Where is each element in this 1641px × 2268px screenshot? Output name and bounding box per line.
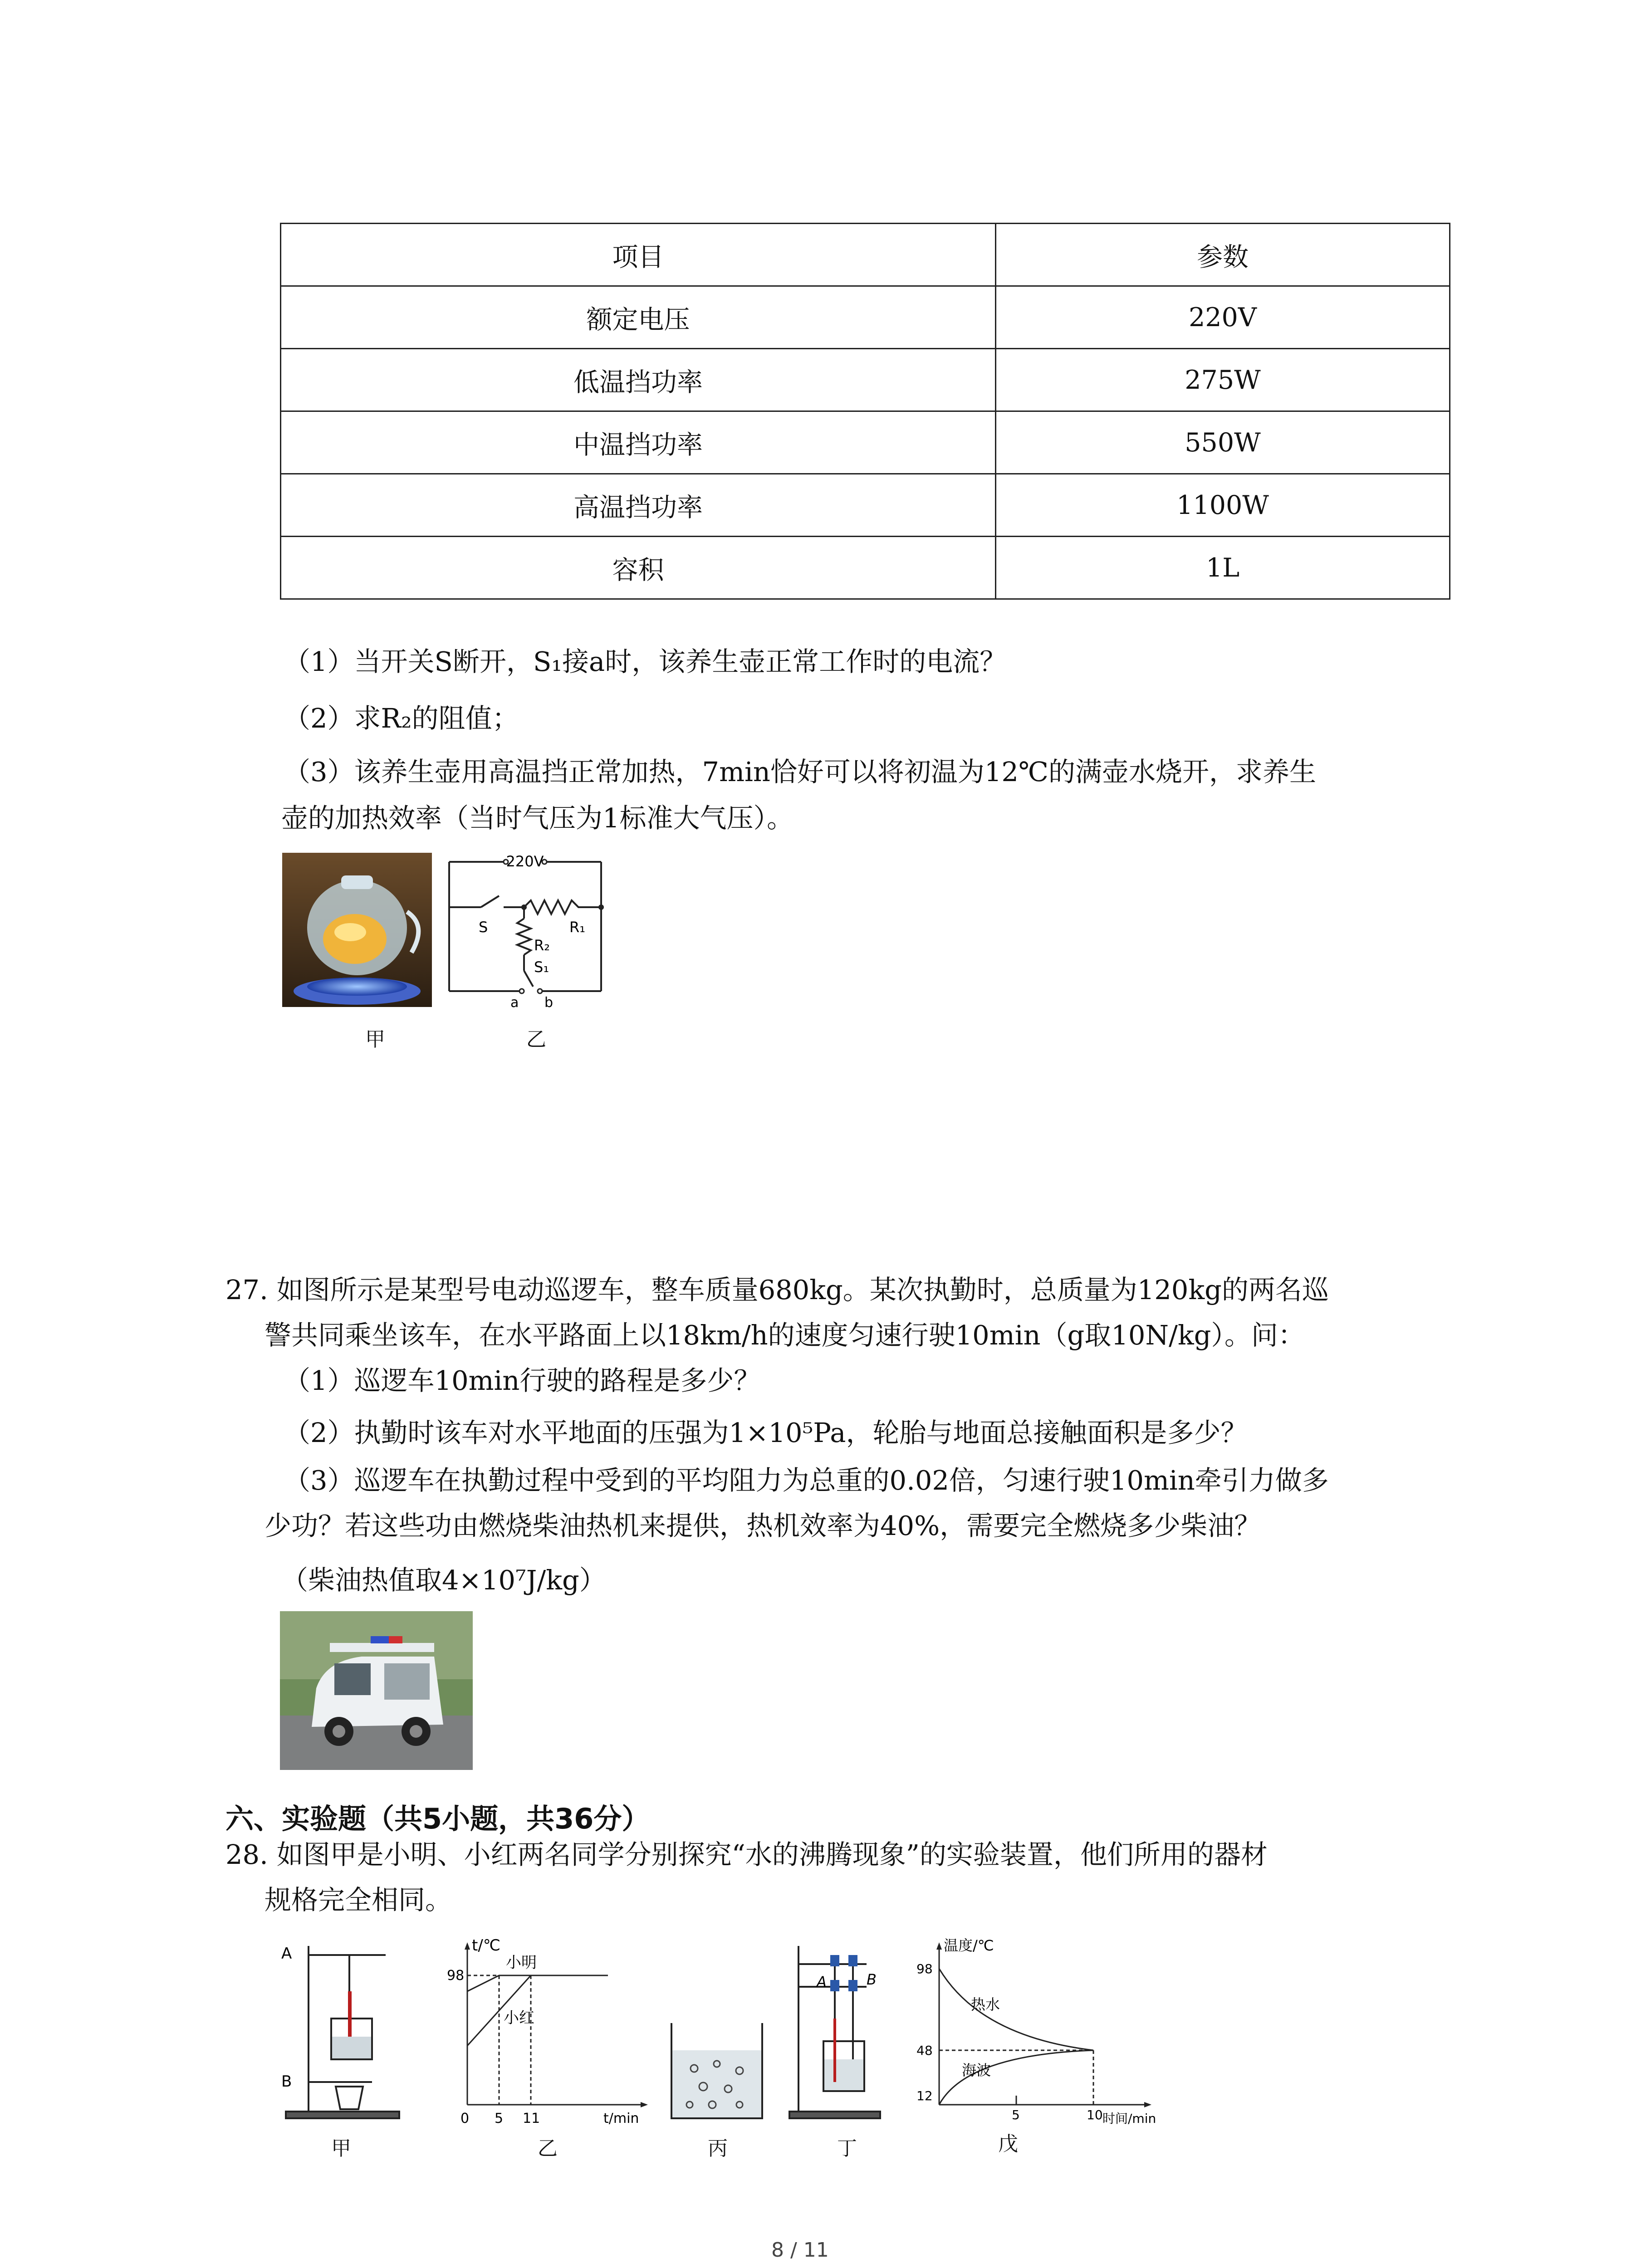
beaker-bing: [662, 2014, 771, 2127]
graph-wu-x10: 10: [1087, 2107, 1103, 2122]
table-cell: 高温挡功率: [281, 474, 996, 537]
table-header-row: [281, 224, 1450, 286]
graph-wu-y48: 48: [916, 2043, 933, 2058]
page-number: 8 / 11: [771, 2239, 829, 2262]
graph-yi-xiaohong: 小红: [504, 2009, 534, 2027]
temperature-graph-yi: [436, 1932, 653, 2132]
graph-wu-xlabel: 时间/min: [1102, 2111, 1156, 2126]
table-cell: 1L: [996, 537, 1450, 599]
graph-wu-hot-water: 热水: [971, 1996, 1000, 2013]
graph-yi-xlabel: t/min: [603, 2111, 639, 2126]
label-ding-B: B: [867, 1971, 877, 1988]
figure-label-jia: 甲: [365, 1028, 385, 1051]
graph-wu-y12: 12: [916, 2088, 933, 2103]
label-B: B: [281, 2072, 292, 2091]
figure-label-bing: 丙: [708, 2137, 728, 2160]
table-cell: 低温挡功率: [281, 349, 996, 411]
circuit-a-label: a: [510, 995, 519, 1011]
q27-subquestion-1: （1）巡逻车10min行驶的路程是多少？: [284, 1365, 761, 1396]
section-heading: 六、实验题（共5小题，共36分）: [225, 1802, 650, 1835]
graph-yi-xiaoming: 小明: [506, 1954, 537, 1972]
label-ding-A: A: [817, 1973, 827, 1990]
q28-stem-line-1: 28. 如图甲是小明、小红两名同学分别探究“水的沸腾现象”的实验装置，他们所用的器材: [225, 1839, 1268, 1870]
graph-wu-ylabel: 温度/℃: [944, 1937, 994, 1954]
figure-label-jia-28: 甲: [331, 2137, 351, 2160]
temperature-graph-wu: [912, 1932, 1175, 2132]
graph-yi-x0: 0: [460, 2111, 470, 2126]
table-cell: 额定电压: [281, 286, 996, 349]
q27-stem-line-1: 27. 如图所示是某型号电动巡逻车，整车质量680kg。某次执勤时，总质量为120kg的两名巡: [225, 1274, 1329, 1305]
figure-label-yi-28: 乙: [538, 2137, 558, 2160]
q27-subquestion-3: （3）巡逻车在执勤过程中受到的平均阻力为总重的0.02倍，匀速行驶10min牵引力做多: [284, 1465, 1329, 1496]
table-cell: 中温挡功率: [281, 411, 996, 474]
q26-subquestion-3: （3）该养生壶用高温挡正常加热，7min恰好可以将初温为12℃的满壶水烧开，求养生: [284, 756, 1316, 787]
table-row: [281, 286, 1450, 349]
q26-subquestion-2: （2）求R₂的阻值；: [284, 703, 519, 734]
parameter-table: [280, 223, 1450, 600]
graph-wu-x5: 5: [1012, 2107, 1020, 2122]
table-row: [281, 411, 1450, 474]
table-cell: 容积: [281, 537, 996, 599]
circuit-s1-label: S₁: [534, 958, 549, 976]
figure-label-ding: 丁: [837, 2137, 857, 2160]
table-header-cell: 项目: [281, 224, 996, 286]
table-header-cell: 参数: [996, 224, 1450, 286]
patrol-car-photo: [280, 1611, 473, 1770]
apparatus-ding: [780, 1937, 898, 2127]
graph-yi-y98: 98: [447, 1968, 465, 1984]
circuit-diagram: [447, 850, 610, 1014]
graph-wu-sea-label: 海波: [962, 2062, 991, 2079]
boiling-apparatus-jia: [281, 1937, 408, 2127]
label-A: A: [281, 1945, 292, 1963]
q26-subquestion-1: （1）当开关S断开，S₁接a时，该养生壶正常工作时的电流？: [284, 646, 1007, 677]
figure-label-yi: 乙: [526, 1028, 546, 1051]
q26-subquestion-3-cont: 壶的加热效率（当时气压为1标准大气压）。: [281, 802, 794, 834]
circuit-b-label: b: [544, 995, 554, 1011]
circuit-voltage-label: 220V: [506, 853, 544, 870]
q27-stem-line-2: 警共同乘坐该车，在水平路面上以18km/h的速度匀速行驶10min（g取10N/kg）。问：: [265, 1320, 1305, 1351]
q27-subquestion-2: （2）执勤时该车对水平地面的压强为1×10⁵Pa，轮胎与地面总接触面积是多少？: [284, 1417, 1248, 1448]
q27-subquestion-3-note: （柴油热值取4×10⁷J/kg）: [281, 1564, 606, 1596]
graph-wu-y98: 98: [916, 1961, 933, 1976]
graph-yi-x5: 5: [495, 2111, 504, 2126]
q27-subquestion-3-cont: 少功？若这些功由燃烧柴油热机来提供，热机效率为40%，需要完全燃烧多少柴油？: [265, 1510, 1261, 1541]
figure-label-wu: 戊: [998, 2132, 1018, 2156]
circuit-switch-s-label: S: [479, 919, 488, 936]
circuit-r1-label: R₁: [569, 919, 586, 936]
q28-stem-line-2: 规格完全相同。: [265, 1884, 452, 1916]
table-cell: 220V: [996, 286, 1450, 349]
table-row: [281, 349, 1450, 411]
table-cell: 275W: [996, 349, 1450, 411]
graph-yi-ylabel: t/℃: [472, 1936, 500, 1955]
teapot-photo: [282, 853, 432, 1007]
graph-yi-x11: 11: [523, 2111, 540, 2126]
table-row: [281, 474, 1450, 537]
circuit-r2-label: R₂: [534, 937, 550, 954]
table-cell: 550W: [996, 411, 1450, 474]
table-row: [281, 537, 1450, 599]
table-cell: 1100W: [996, 474, 1450, 537]
